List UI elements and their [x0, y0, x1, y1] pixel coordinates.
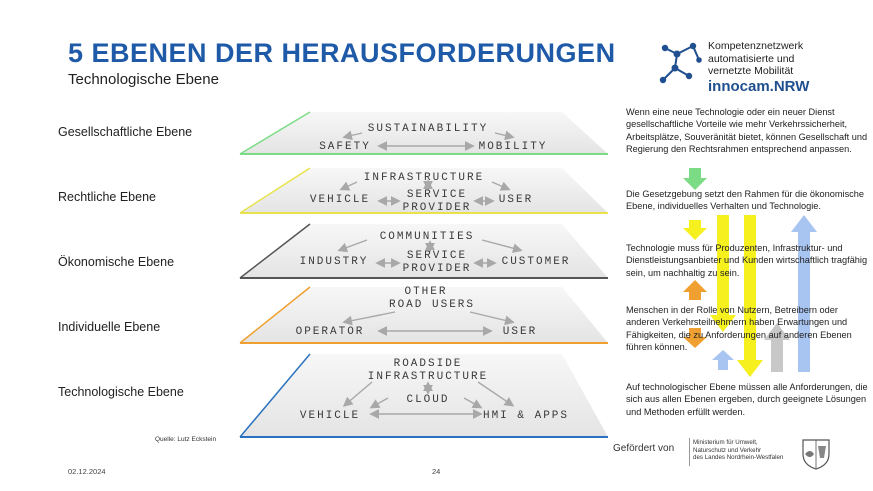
arrow-down-icon [683, 168, 707, 190]
layer-rechtlich [240, 168, 608, 214]
term-user: USER [498, 194, 534, 206]
divider [689, 438, 690, 466]
level-label-rechtlich: Rechtliche Ebene [58, 190, 156, 204]
arrow-down-icon [683, 220, 707, 240]
term-infrastructure: INFRASTRUCTURE [367, 371, 489, 383]
logo-line: vernetzte Mobilität [708, 65, 794, 77]
layer-individuell [240, 286, 608, 343]
layer-oekonomisch [240, 224, 608, 278]
term-communities: COMMUNITIES [379, 231, 475, 243]
term-road-users: ROAD USERS [388, 299, 476, 311]
description-technologisch: Auf technologischer Ebene müssen alle Anforderungen, die sich aus allen Ebenen ergeben, durch geeignete Lösungen und Methoden erfüllt werden. [626, 382, 868, 417]
description-gesellschaftlich: Wenn eine neue Technologie oder ein neuer Dienst gesellschaftliche Vorteile wie mehr Verkehrssicherheit, Arbeitsplätze, Souveränität bietet, können Gesellschaft und Regierung den Rechtsrahmen entsprechend anpassen. [626, 107, 868, 154]
logo-brand: innocam.NRW [708, 78, 810, 95]
term-safety: SAFETY [319, 141, 371, 153]
logo-text [708, 40, 803, 78]
slide-date: 02.12.2024 [68, 467, 106, 476]
term-sustainability: SUSTAINABILITY [367, 123, 489, 135]
ministry-line: Ministerium für Umwelt, [693, 439, 758, 446]
term-user: USER [502, 326, 538, 338]
level-label-technologisch: Technologische Ebene [58, 385, 184, 399]
network-logo-icon [655, 40, 705, 90]
term-hmi-apps: HMI & APPS [482, 410, 570, 422]
term-customer: CUSTOMER [501, 256, 571, 268]
term-infrastructure: INFRASTRUCTURE [363, 172, 485, 184]
logo-line: automatisierte und [708, 52, 795, 65]
term-roadside: ROADSIDE [393, 358, 463, 370]
level-label-gesellschaftlich: Gesellschaftliche Ebene [58, 125, 193, 139]
description-oekonomisch: Technologie muss für Produzenten, Infrastruktur- und Dienstleistungsanbieter und Kunden wirtschaftlich tragfähig sein, um nachhaltig zu sein. [626, 243, 868, 278]
source-note: Quelle: Lutz Eckstein [155, 436, 217, 443]
nrw-coat-of-arms-icon [800, 438, 832, 470]
layer-technologisch [240, 354, 608, 437]
term-service: SERVICE [406, 250, 468, 262]
slide-title: 5 EBENEN DER HERAUSFORDERUNGEN [68, 38, 616, 68]
term-cloud: CLOUD [406, 394, 450, 406]
page-number: 24 [432, 467, 441, 476]
logo-line: Kompetenznetzwerk [708, 40, 804, 52]
ministry-line: Naturschutz und Verkehr [693, 446, 762, 454]
ministry-line: des Landes Nordrhein-Westfalen [693, 454, 784, 462]
description-individuell: Menschen in der Rolle von Nutzern, Betreibern oder anderen Verkehrsteilnehmern haben Erwartungen und Fähigkeiten, die zu Anforderungen auf anderen Ebenen führen können. [626, 305, 852, 352]
layer-gesellschaftlich [240, 112, 608, 154]
arrow-up-icon [683, 280, 707, 300]
term-industry: INDUSTRY [299, 256, 369, 268]
term-operator: OPERATOR [295, 326, 365, 338]
level-label-oekonomisch: Ökonomische Ebene [58, 255, 175, 269]
level-label-individuell: Individuelle Ebene [58, 320, 161, 334]
term-mobility: MOBILITY [478, 141, 548, 153]
term-vehicle: VEHICLE [299, 410, 361, 422]
term-vehicle: VEHICLE [309, 194, 371, 206]
term-other: OTHER [404, 286, 448, 298]
funded-by-label: Gefördert von [613, 443, 675, 454]
ministry-name [693, 439, 783, 462]
term-service: SERVICE [406, 189, 468, 201]
description-rechtlich: Die Gesetzgebung setzt den Rahmen für die ökonomische Ebene, individuelles Verhalten und Technologie. [626, 189, 864, 212]
slide-subtitle: Technologische Ebene [68, 71, 219, 88]
term-provider: PROVIDER [402, 263, 472, 275]
term-provider: PROVIDER [402, 202, 472, 214]
